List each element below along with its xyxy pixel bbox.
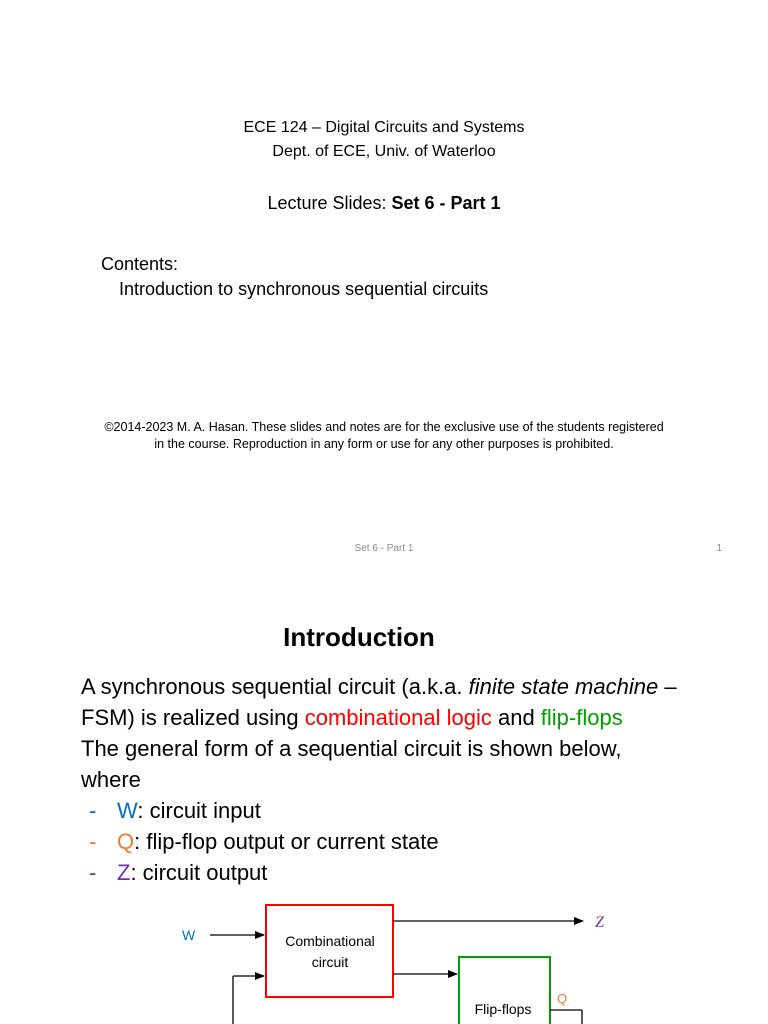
text-span: FSM) is realized using [81,705,305,730]
bullet-text: : circuit input [137,798,261,823]
slide-page-number: 1 [716,543,722,554]
fsm-italic: finite state machine [468,674,659,699]
department-line: Dept. of ECE, Univ. of Waterloo [272,143,496,160]
state-label-q: Q [557,991,568,1006]
bullet-symbol: Z [117,860,131,885]
lecture-prefix: Lecture Slides: [267,193,392,213]
paragraph-line-3: The general form of a sequential circuit is shown below, [81,736,622,761]
bullet-symbol: W [117,798,138,823]
input-label-w: W [182,927,196,943]
course-title: ECE 124 – Digital Circuits and Systems [243,119,525,136]
output-label-z: Z [595,914,604,931]
text-span: – [658,674,677,699]
copyright-line-2: in the course. Reproduction in any form or use for any other purposes is prohibited. [154,437,614,451]
lecture-line [0,193,768,214]
bullet-dash: - [89,829,97,854]
combinational-logic-text: combinational logic [304,705,492,730]
bullet-dash: - [89,798,97,823]
bullet-symbol: Q [117,829,135,854]
paragraph-line-4: where [81,767,141,792]
circuit-label: circuit [311,954,349,970]
text-span: A synchronous sequential circuit (a.k.a. [81,674,469,699]
combinational-label: Combinational [285,933,375,949]
introduction-slide [0,576,768,1024]
bullet-dash: - [89,860,97,885]
flip-flops-label: Flip-flops [474,1001,532,1017]
text-span: and [491,705,541,730]
contents-label: Contents: [101,254,179,274]
slide-title: Introduction [283,622,435,652]
bullet-text: : flip-flop output or current state [134,829,439,854]
contents-item: Introduction to synchronous sequential circuits [119,279,489,299]
bullet-text: : circuit output [130,860,268,885]
combinational-circuit-box [266,905,393,997]
flip-flops-text: flip-flops [540,705,623,730]
slide-footer-label: Set 6 - Part 1 [354,543,414,554]
lecture-set: Set 6 - Part 1 [391,193,501,213]
sequential-circuit-diagram [0,576,768,1024]
copyright-line-1: ©2014-2023 M. A. Hasan. These slides and notes are for the exclusive use of the students registered [104,420,664,434]
